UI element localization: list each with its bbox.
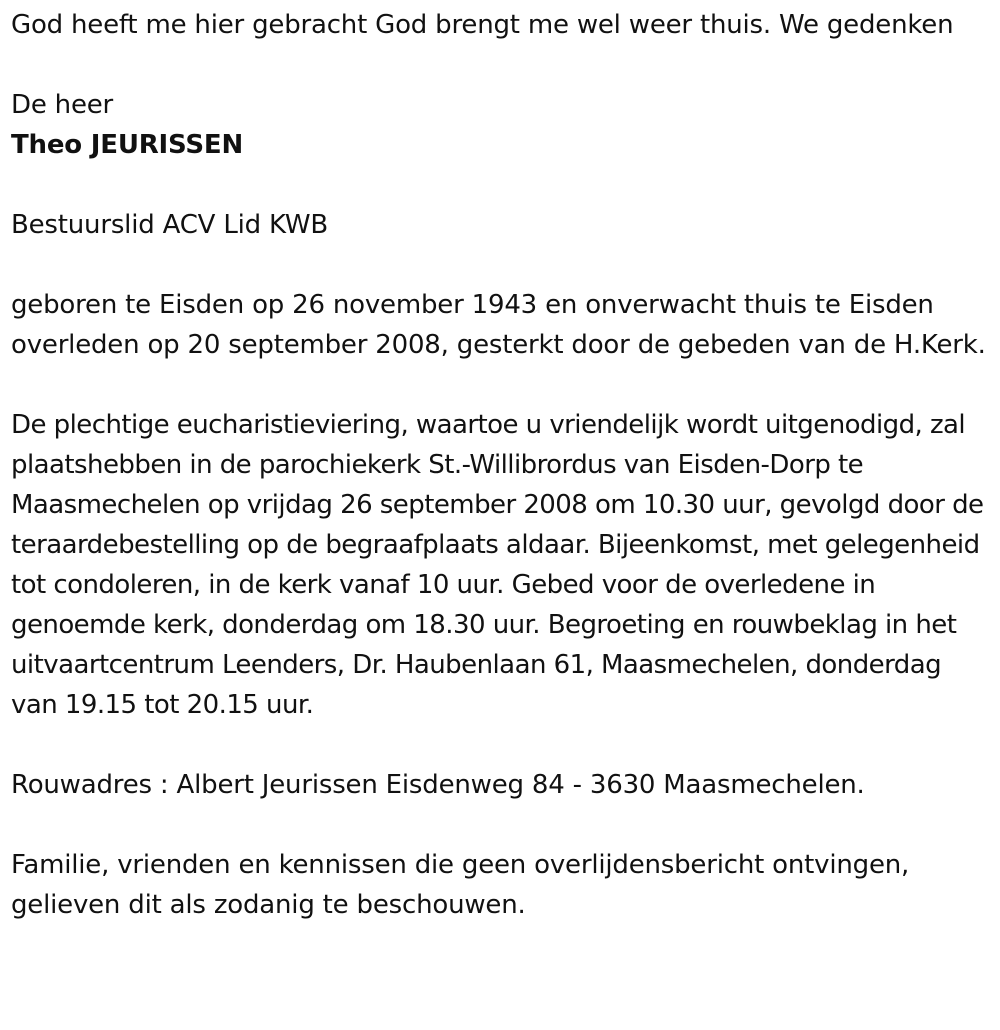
ceremony-text: De plechtige eucharistieviering, waartoe u vriendelijk wordt uitgenodigd, zal plaatshebben in de parochiekerk St.-Willibrordus van Eisden-Dorp te Maasmechelen op vrijdag 26 september 2008 om 10.30 uur, gevolgd door de teraardebestelling op de begraafplaats aldaar. Bijeenkomst, met gelegenheid tot condoleren, in de kerk vanaf 10 uur. Gebed voor de overledene in genoemde kerk, donderdag om 18.30 uur. Begroeting en rouwbeklag in het uitvaartcentrum Leenders, Dr. Haubenlaan 61, Maasmechelen, donderdag van 19.15 tot 20.15 uur. — [11, 410, 984, 720]
spacer — [11, 725, 993, 765]
address-text: Rouwadres : Albert Jeurissen Eisdenweg 84 - 3630 Maasmechelen. — [11, 770, 865, 800]
spacer — [11, 365, 993, 405]
spacer — [11, 165, 993, 205]
birth-death-text: geboren te Eisden op 26 november 1943 en onverwacht thuis te Eisden overleden op 20 september 2008, gesterkt door de gebeden van de H.Kerk. — [11, 290, 986, 360]
opening-text: God heeft me hier gebracht God brengt me wel weer thuis. We gedenken — [11, 10, 954, 40]
closing-text: Familie, vrienden en kennissen die geen overlijdensbericht ontvingen, gelieven dit als zodanig te beschouwen. — [11, 850, 910, 920]
salutation: De heer — [11, 90, 114, 120]
spacer — [11, 805, 993, 845]
obituary-notice — [11, 5, 993, 925]
deceased-name: Theo JEURISSEN — [11, 130, 244, 160]
spacer — [11, 245, 993, 285]
spacer — [11, 45, 993, 85]
roles-text: Bestuurslid ACV Lid KWB — [11, 210, 329, 240]
